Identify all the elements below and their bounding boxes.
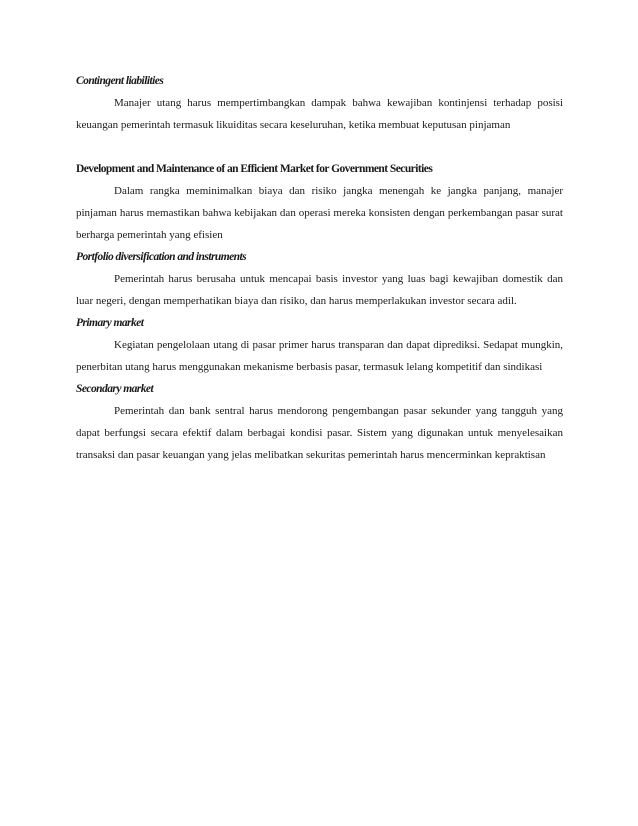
section-paragraph-primary-market: Kegiatan pengelolaan utang di pasar primer harus transparan dan dapat diprediksi. Sedapat mungkin, penerbitan utang harus menggunakan mekanisme berbasis pasar, termasuk lelang kompetitif dan sindikasi (76, 339, 563, 373)
document-page (76, 70, 563, 466)
section-paragraph-contingent-liabilities: Manajer utang harus mempertimbangkan dampak bahwa kewajiban kontinjensi terhadap posisi keuangan pemerintah termasuk likuiditas secara keseluruhan, ketika membuat keputusan pinjaman (76, 97, 563, 131)
section-heading-portfolio-diversification: Portfolio diversification and instruments (76, 251, 247, 263)
section-heading-secondary-market: Secondary market (76, 383, 154, 395)
section-spacer (76, 136, 563, 158)
section-heading-efficient-market: Development and Maintenance of an Efficient Market for Government Securities (76, 163, 433, 175)
section-paragraph-portfolio-diversification: Pemerintah harus berusaha untuk mencapai basis investor yang luas bagi kewajiban domestik dan luar negeri, dengan memperhatikan biaya dan risiko, dan harus memperlakukan investor secara adil. (76, 273, 563, 307)
section-heading-primary-market: Primary market (76, 317, 144, 329)
section-paragraph-secondary-market: Pemerintah dan bank sentral harus mendorong pengembangan pasar sekunder yang tangguh yang dapat berfungsi secara efektif dalam berbagai kondisi pasar. Sistem yang digunakan untuk menyelesaikan transaksi dan pasar keuangan yang jelas melibatkan sekuritas pemerintah harus mencerminkan kepraktisan (76, 405, 563, 461)
section-paragraph-efficient-market: Dalam rangka meminimalkan biaya dan risiko jangka menengah ke jangka panjang, manajer pinjaman harus memastikan bahwa kebijakan dan operasi mereka konsisten dengan perkembangan pasar surat berharga pemerintah yang efisien (76, 185, 563, 241)
section-heading-contingent-liabilities: Contingent liabilities (76, 75, 164, 87)
